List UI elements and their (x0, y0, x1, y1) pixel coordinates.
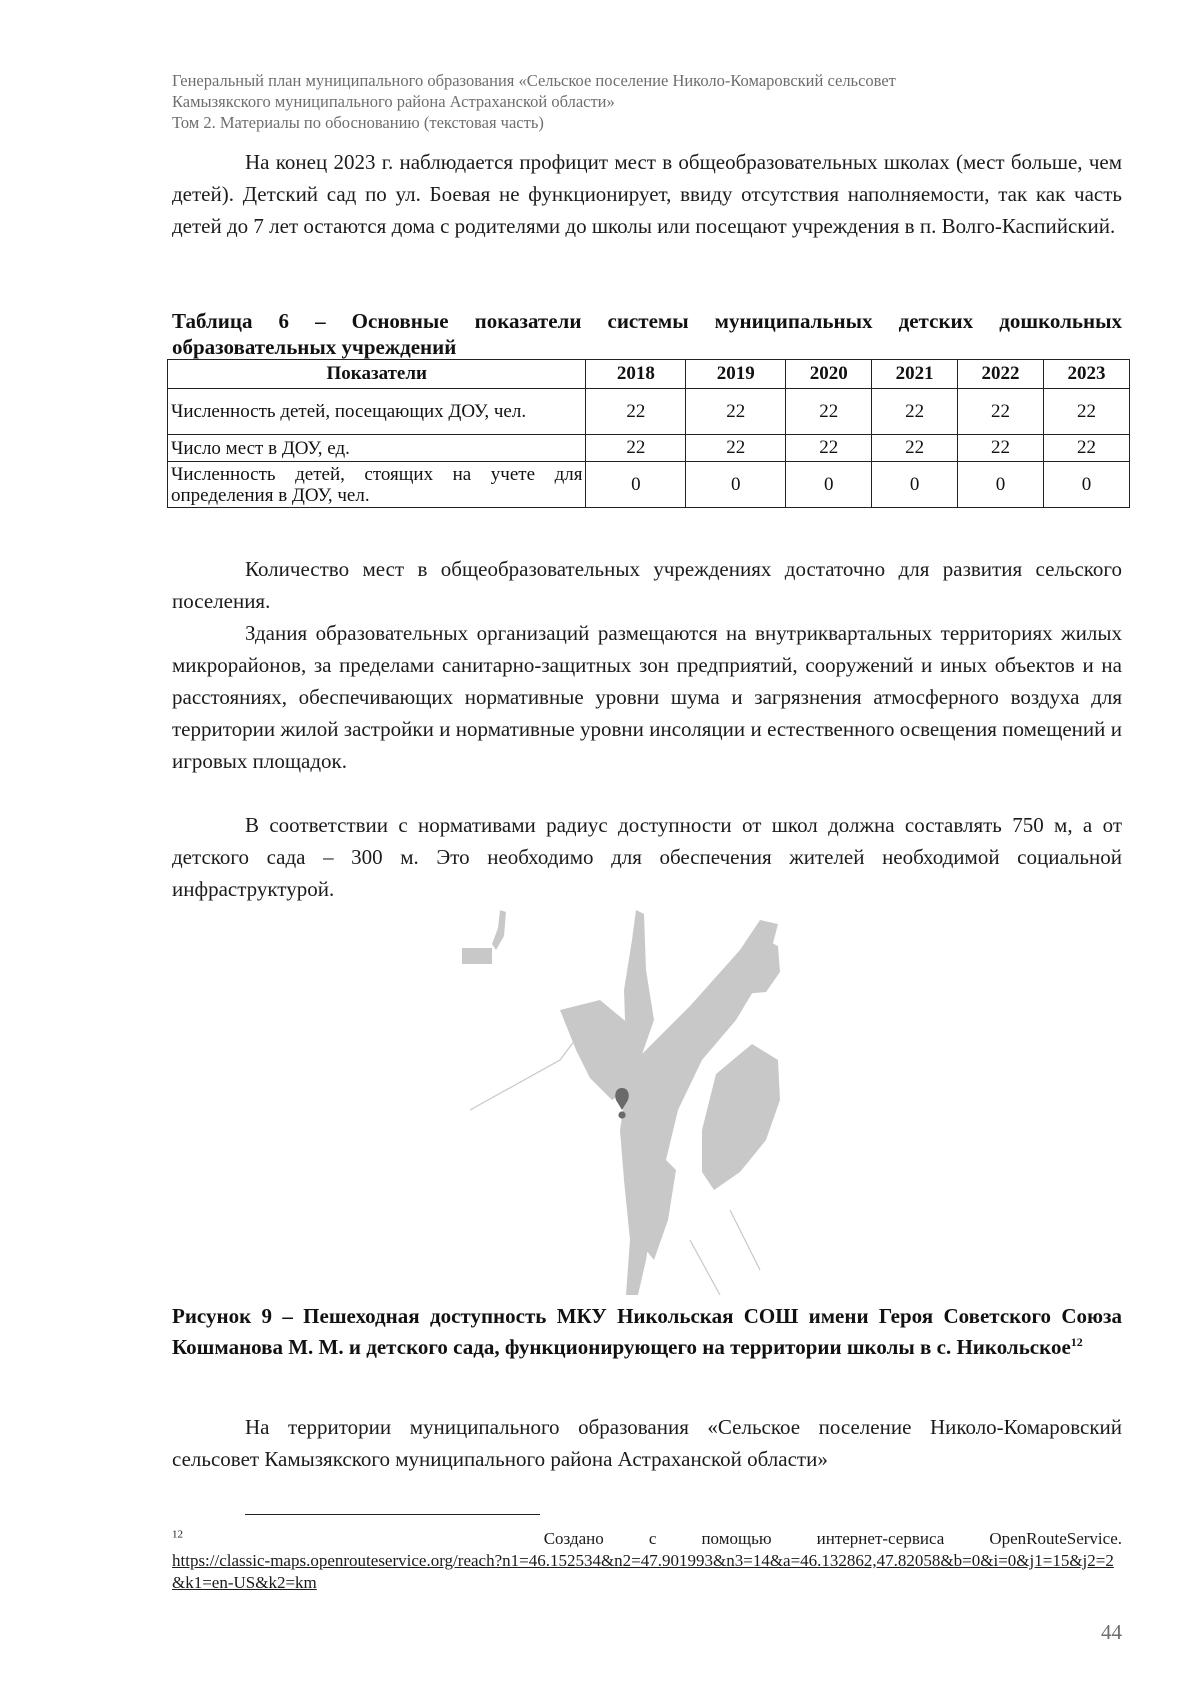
map-shape (492, 910, 506, 950)
table-cell: 0 (786, 462, 872, 508)
table-cell: 22 (1044, 435, 1130, 462)
footnote-reference: 12 (1070, 1335, 1083, 1349)
paragraph-places: Количество мест в общеобразовательных учреждениях достаточно для развития сельского поселения. (172, 557, 1122, 613)
row-indicator: Численность детей, стоящих на учете для определения в ДОУ, чел. (168, 462, 586, 508)
table-header-row (168, 360, 1130, 389)
column-header-year: 2021 (872, 360, 958, 389)
intro-paragraph: На конец 2023 г. наблюдается профицит мест в общеобразовательных школах (мест больше, чем детей). Детский сад по ул. Боевая не функционирует, ввиду отсутствия наполняемости, так как часть детей до 7 лет остаются дома с родителями до школы или посещают учреждения в п. Волго-Каспийский. (172, 150, 1122, 238)
table-cell: 0 (958, 462, 1044, 508)
table-cell: 22 (958, 389, 1044, 435)
table-6-title: Таблица 6 – Основные показатели системы муниципальных детских дошкольных образовательных учреждений (172, 309, 1122, 359)
map-shape (736, 936, 780, 994)
footnote-separator (245, 1514, 540, 1515)
row-indicator: Численность детей, посещающих ДОУ, чел. (168, 389, 586, 435)
column-header-year: 2018 (586, 360, 686, 389)
header-line-3: Том 2. Материалы по обоснованию (текстовая часть) (172, 113, 544, 132)
paragraph-accessibility: В соответствии с нормативами радиус доступности от школ должна составлять 750 м, а от детского сада – 300 м. Это необходимо для обеспечения жителей необходимой социальной инфраструктурой. (172, 813, 1122, 901)
table-cell: 22 (1044, 389, 1130, 435)
footnote-url-link[interactable]: https://classic-maps.openrouteservice.org/reach?n1=46.152534&n2=47.901993&n3=14&a=46.132862,47.82058&b=0&i=0&j1=15&j2=2&k1=en-US&k2=km (172, 1551, 1114, 1592)
table-cell: 0 (872, 462, 958, 508)
figure-9-caption-text: Рисунок 9 – Пешеходная доступность МКУ Никольская СОШ имени Героя Советского Союза Кошманова М. М. и детского сада, функционирующего на территории школы в с. Никольское (172, 1304, 1122, 1359)
table-cell: 22 (872, 435, 958, 462)
table-cell: 22 (586, 389, 686, 435)
table-cell: 22 (686, 389, 786, 435)
table-row (168, 462, 1130, 508)
header-line-1: Генеральный план муниципального образования «Сельское поселение Николо-Комаровский сельсовет (172, 71, 896, 90)
closing-paragraph: На территории муниципального образования «Сельское поселение Николо-Комаровский сельсовет Камызякского муниципального района Астраханской области» (172, 1415, 1122, 1471)
map-shape (462, 948, 492, 964)
footnote-text-line (172, 1528, 1122, 1550)
header-line-2: Камызякского муниципального района Астраханской области» (172, 92, 615, 111)
document-header (172, 70, 1122, 133)
paragraph-buildings: Здания образовательных организаций размещаются на внутриквартальных территориях жилых микрорайонов, за пределами санитарно-защитных зон предприятий, сооружений и иных объектов и на расстояниях, обеспечивающих нормативные уровни шума и загрязнения атмосферного воздуха для территории жилой застройки и нормативные уровни инсоляции и естественного освещения помещений и игровых площадок. (172, 621, 1122, 773)
page-number: 44 (1101, 1620, 1122, 1644)
footnote (172, 1528, 1122, 1594)
figure-9-caption (172, 1303, 1122, 1360)
footnote-number: 12 (172, 1528, 183, 1541)
table-cell: 22 (786, 389, 872, 435)
row-indicator: Число мест в ДОУ, ед. (168, 435, 586, 462)
walking-accessibility-map (440, 910, 840, 1295)
column-header-year: 2019 (686, 360, 786, 389)
table-cell: 0 (686, 462, 786, 508)
map-shape (702, 1044, 780, 1190)
table-row (168, 389, 1130, 435)
table-cell: 0 (1044, 462, 1130, 508)
map-road (690, 1240, 720, 1295)
table-cell: 22 (586, 435, 686, 462)
table-cell: 22 (958, 435, 1044, 462)
table-cell: 0 (586, 462, 686, 508)
column-header-year: 2023 (1044, 360, 1130, 389)
column-header-year: 2022 (958, 360, 1044, 389)
table-6 (167, 359, 1130, 508)
column-header-year: 2020 (786, 360, 872, 389)
table-cell: 22 (686, 435, 786, 462)
map-road (730, 1210, 760, 1270)
table-row (168, 435, 1130, 462)
column-header-indicator: Показатели (168, 360, 586, 389)
footnote-text: Создано с помощью интернет-сервиса OpenRouteService. (543, 1529, 1122, 1548)
table-cell: 22 (786, 435, 872, 462)
table-cell: 22 (872, 389, 958, 435)
